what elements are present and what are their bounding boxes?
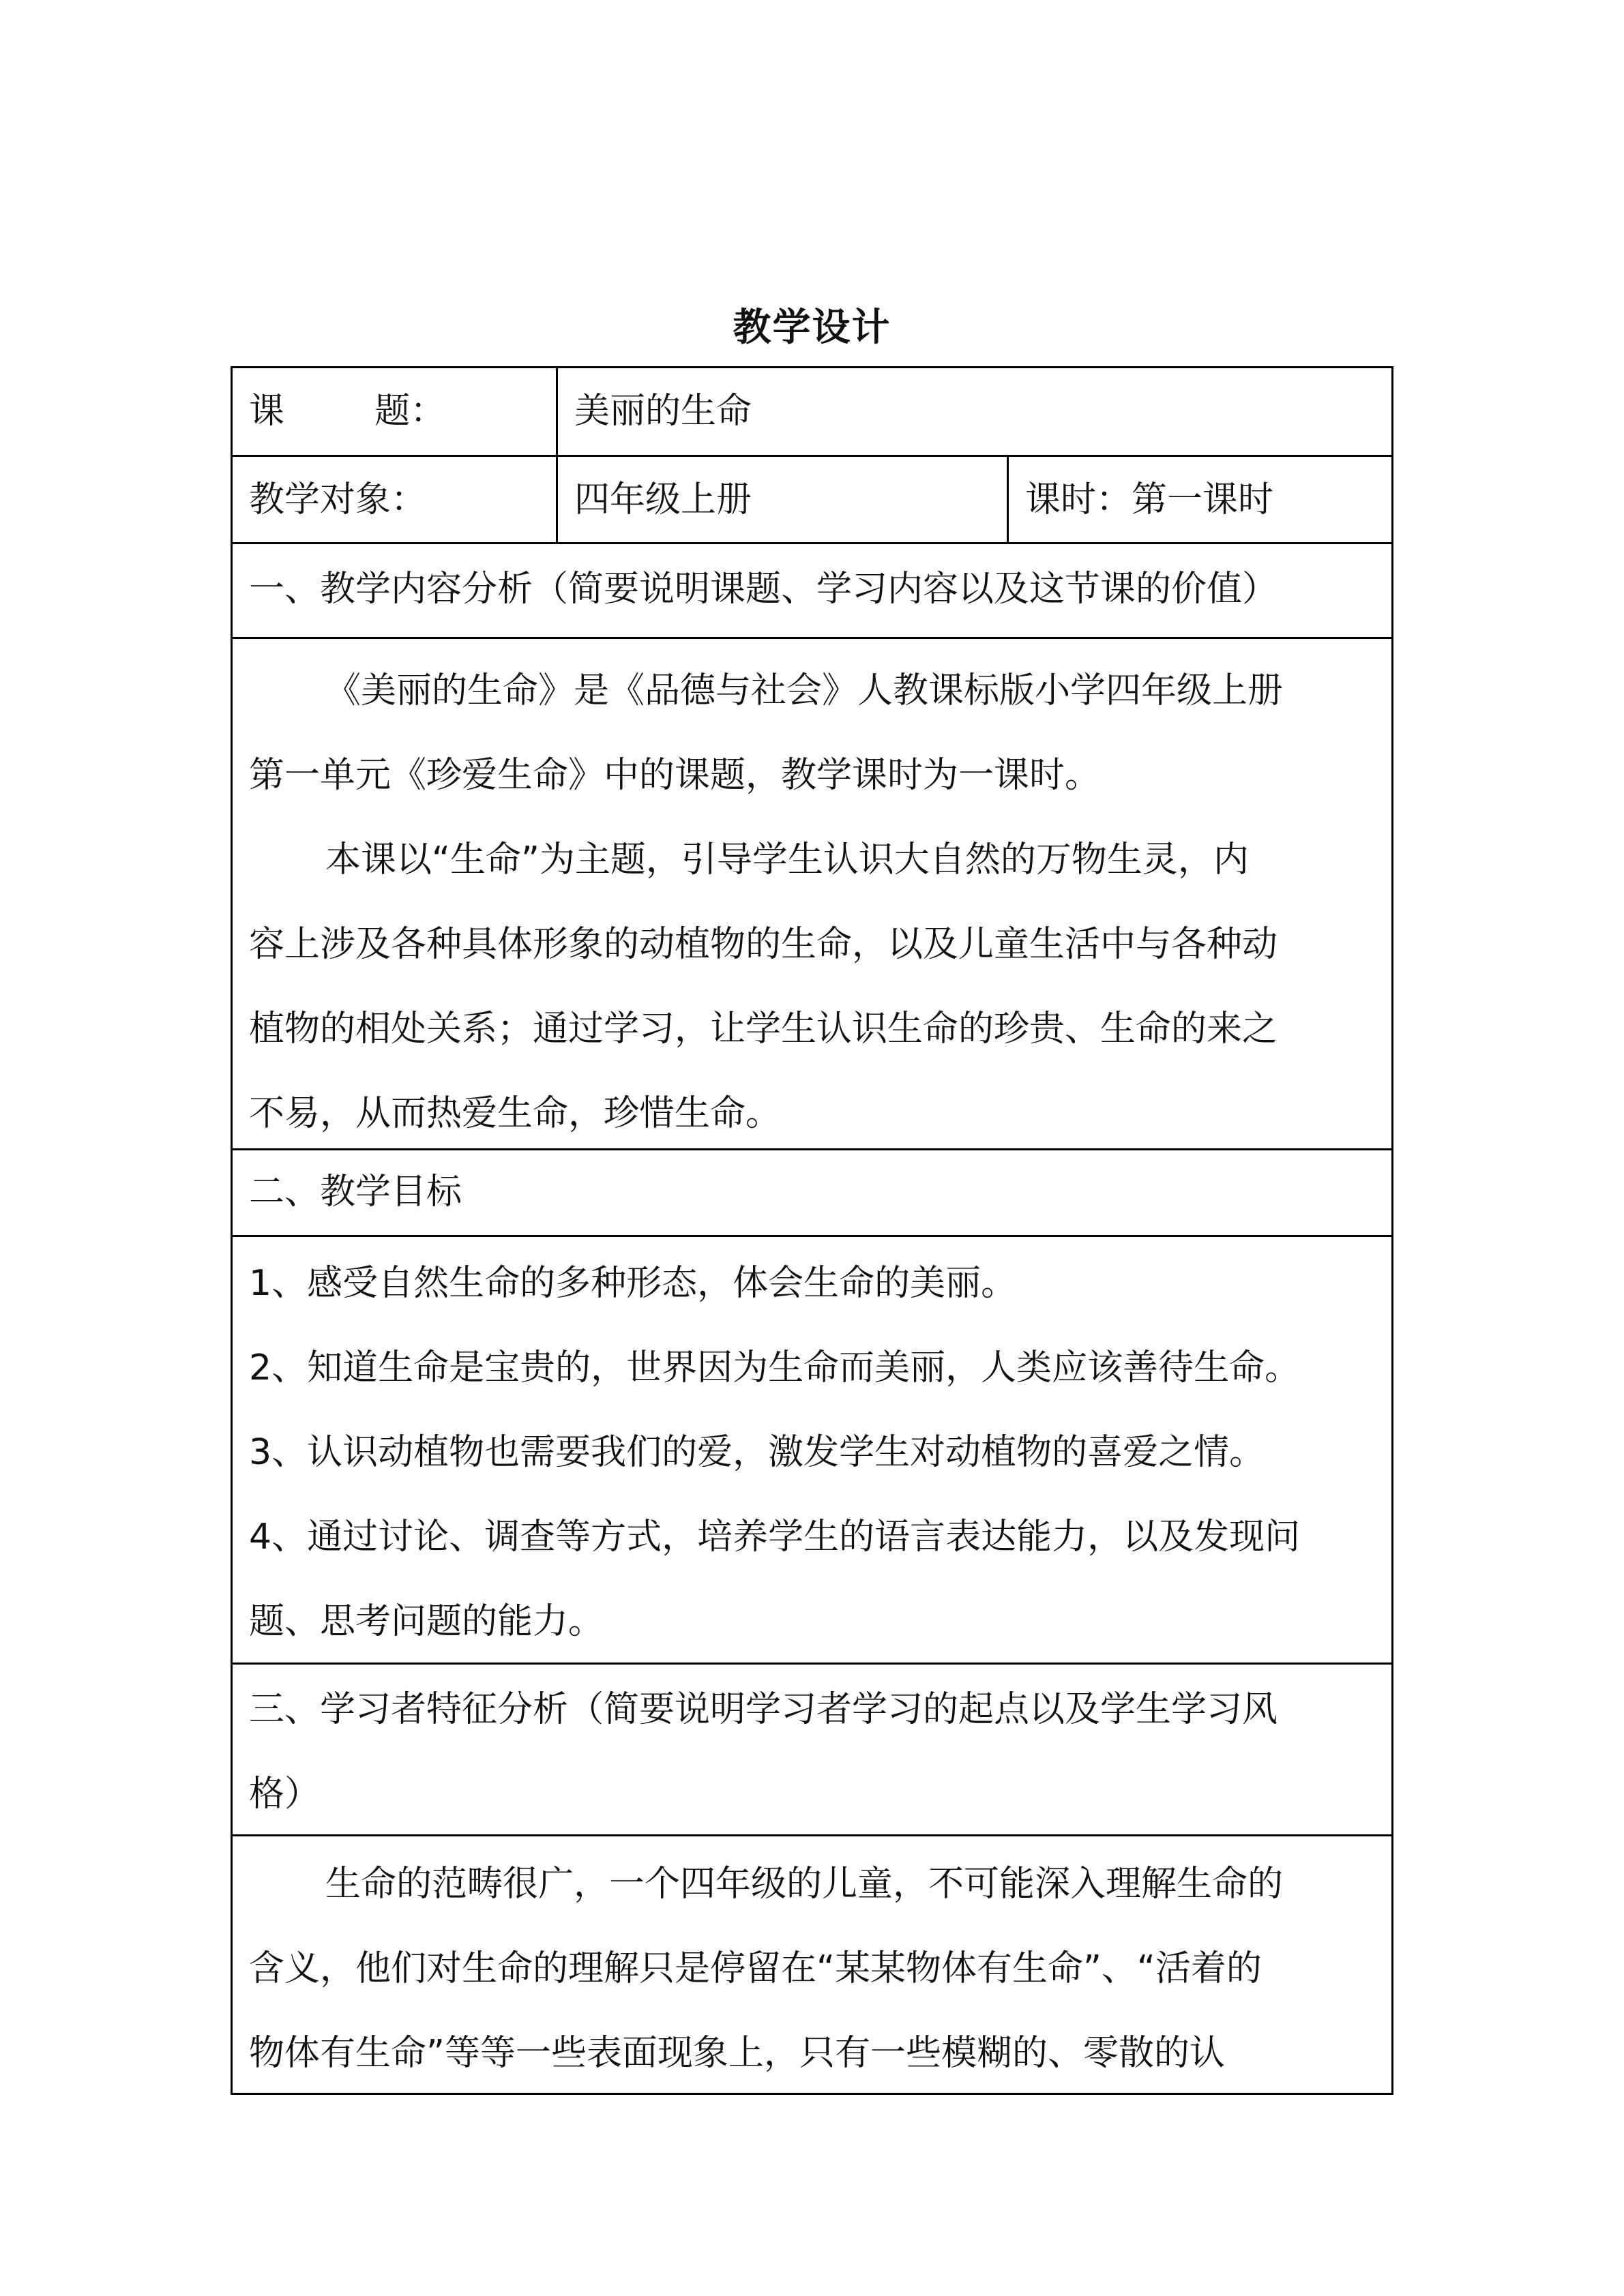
section1-line: 第一单元《珍爱生命》中的课题，教学课时为一课时。 [249,755,1101,796]
section3-content-row [233,1834,1391,2093]
section3-heading-row [233,1663,1391,1834]
objective-item: 4、通过讨论、调查等方式，培养学生的语言表达能力，以及发现问 [249,1517,1301,1557]
section3-content [233,1836,1391,2093]
section3-line: 物体有生命”等等一些表面现象上，只有一些模糊的、零散的认 [249,2033,1225,2074]
section1-line: 《美丽的生命》是《品德与社会》人教课标版小学四年级上册 [325,670,1284,711]
objective-item: 题、思考问题的能力。 [249,1601,604,1642]
section2-content [233,1237,1391,1663]
audience-label: 教学对象： [249,479,427,520]
section2-heading-row [233,1148,1391,1235]
topic-row [233,368,1391,455]
section2-heading [233,1150,1391,1235]
section3-heading [233,1665,1391,1834]
section1-line: 植物的相处关系；通过学习，让学生认识生命的珍贵、生命的来之 [249,1009,1278,1049]
objective-item: 3、认识动植物也需要我们的爱，激发学生对动植物的喜爱之情。 [249,1432,1265,1473]
section1-line: 不易，从而热爱生命，珍惜生命。 [249,1093,782,1134]
section1-content-row [233,637,1391,1148]
section3-heading-line: 三、学习者特征分析（简要说明学习者学习的起点以及学生学习风 [249,1689,1278,1730]
audience-row [233,455,1391,542]
section1-heading-text: 一、教学内容分析（简要说明课题、学习内容以及这节课的价值） [249,569,1278,610]
section2-content-row [233,1235,1391,1663]
section3-line: 含义，他们对生命的理解只是停留在“某某物体有生命”、“活着的 [249,1948,1262,1989]
topic-label: 课 题： [249,391,446,432]
section3-line: 生命的范畴很广，一个四年级的儿童，不可能深入理解生命的 [325,1864,1284,1905]
section1-heading-row [233,542,1391,637]
section1-line: 本课以“生命”为主题，引导学生认识大自然的万物生灵，内 [325,839,1249,880]
objective-item: 2、知道生命是宝贵的，世界因为生命而美丽，人类应该善待生命。 [249,1347,1301,1388]
lesson-plan-table [231,366,1393,2095]
period-value: 课时：第一课时 [1007,457,1391,542]
audience-value: 四年级上册 [556,457,1007,542]
section3-heading-line: 格） [249,1774,321,1815]
topic-value: 美丽的生命 [556,368,1391,455]
section1-heading [233,544,1391,637]
objective-item: 1、感受自然生命的多种形态，体会生命的美丽。 [249,1263,1017,1304]
page-title: 教学设计 [733,305,891,350]
section1-line: 容上涉及各种具体形象的动植物的生命，以及儿童生活中与各种动 [249,924,1278,965]
section1-content [233,639,1391,1148]
section2-heading-text: 二、教学目标 [249,1172,462,1212]
